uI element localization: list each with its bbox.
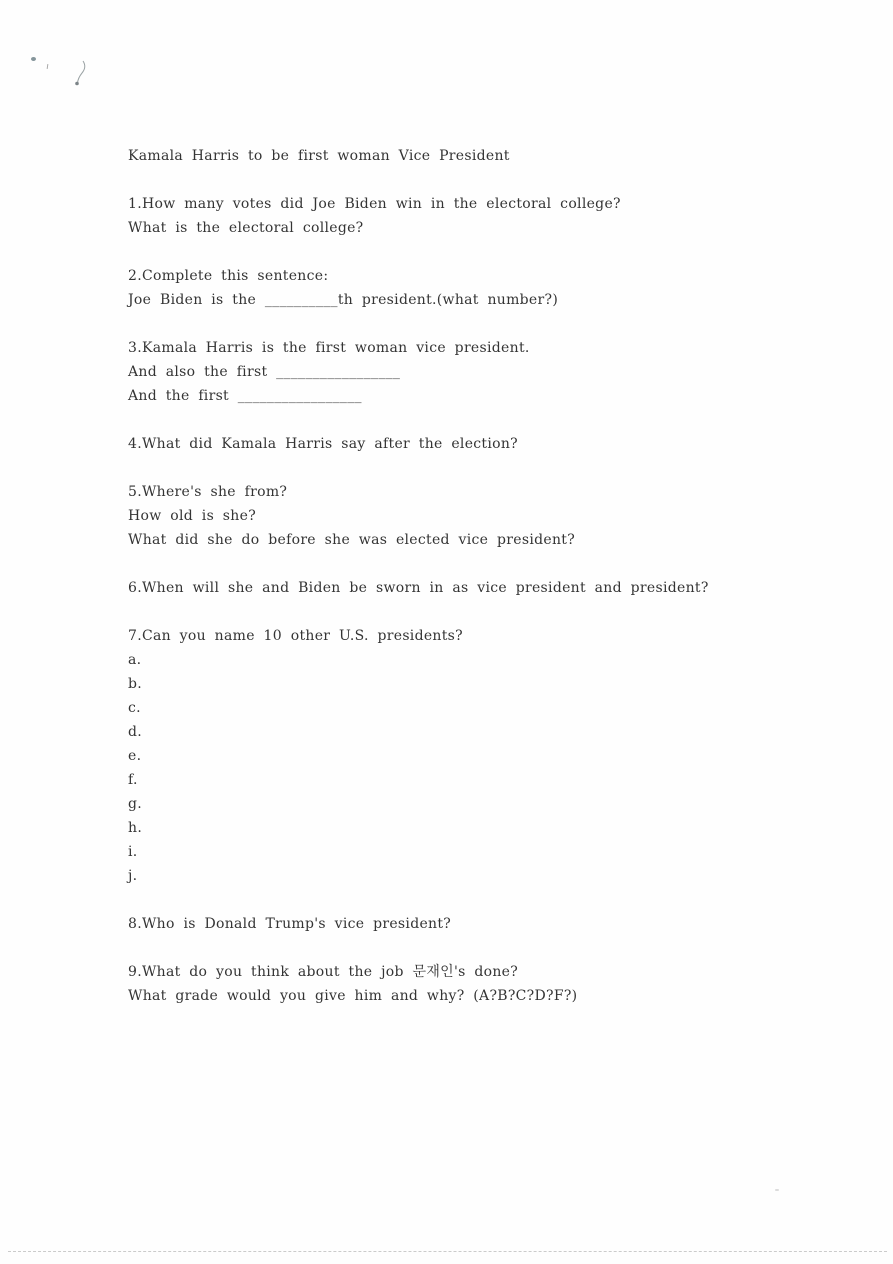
list-item-e: e.: [128, 748, 142, 764]
question-block-3: [128, 336, 828, 408]
ink-tick-mark: [47, 64, 49, 69]
question-block-5: [128, 480, 828, 552]
text-line: 7.Can you name 10 other U.S. presidents?: [128, 628, 463, 644]
text-line: What grade would you give him and why? (A?B?C?D?F?): [128, 988, 578, 1004]
worksheet-content: [128, 144, 828, 1032]
text-line: 8.Who is Donald Trump's vice president?: [128, 916, 452, 932]
list-item-i: i.: [128, 844, 138, 860]
text-line-with-blank: And the first _________________: [128, 388, 362, 404]
text-line: How old is she?: [128, 508, 256, 524]
list-item-h: h.: [128, 820, 143, 836]
question-block-7: [128, 624, 828, 888]
list-item-f: f.: [128, 772, 138, 788]
question-block-2: [128, 264, 828, 312]
list-item-g: g.: [128, 796, 143, 812]
text-line: 2.Complete this sentence:: [128, 268, 329, 284]
question-block-1: [128, 192, 828, 240]
question-block-8: [128, 912, 828, 936]
text-line-with-blank: Joe Biden is the __________th president.(what number?): [128, 292, 559, 308]
list-item-c: c.: [128, 700, 141, 716]
list-item-d: d.: [128, 724, 143, 740]
list-item-b: b.: [128, 676, 143, 692]
worksheet-title: Kamala Harris to be first woman Vice President: [128, 148, 510, 164]
text-line: What is the electoral college?: [128, 220, 364, 236]
scan-speck: [775, 1189, 779, 1191]
text-line: 6.When will she and Biden be sworn in as vice president and president?: [128, 580, 709, 596]
text-line: 4.What did Kamala Harris say after the election?: [128, 436, 518, 452]
text-line: 9.What do you think about the job 문재인's done?: [128, 964, 519, 980]
text-line: 1.How many votes did Joe Biden win in the electoral college?: [128, 196, 621, 212]
question-block-4: [128, 432, 828, 456]
text-line-with-blank: And also the first _________________: [128, 364, 401, 380]
question-block-6: [128, 576, 828, 600]
ink-dot-mark: [31, 57, 36, 61]
bottom-scan-edge-line: [8, 1251, 887, 1252]
text-line: 5.Where's she from?: [128, 484, 288, 500]
list-item-j: j.: [128, 868, 138, 884]
text-line: 3.Kamala Harris is the first woman vice president.: [128, 340, 530, 356]
question-block-9: [128, 960, 828, 1008]
list-item-a: a.: [128, 652, 142, 668]
pen-squiggle-mark: [68, 58, 94, 90]
text-line: What did she do before she was elected vice president?: [128, 532, 576, 548]
